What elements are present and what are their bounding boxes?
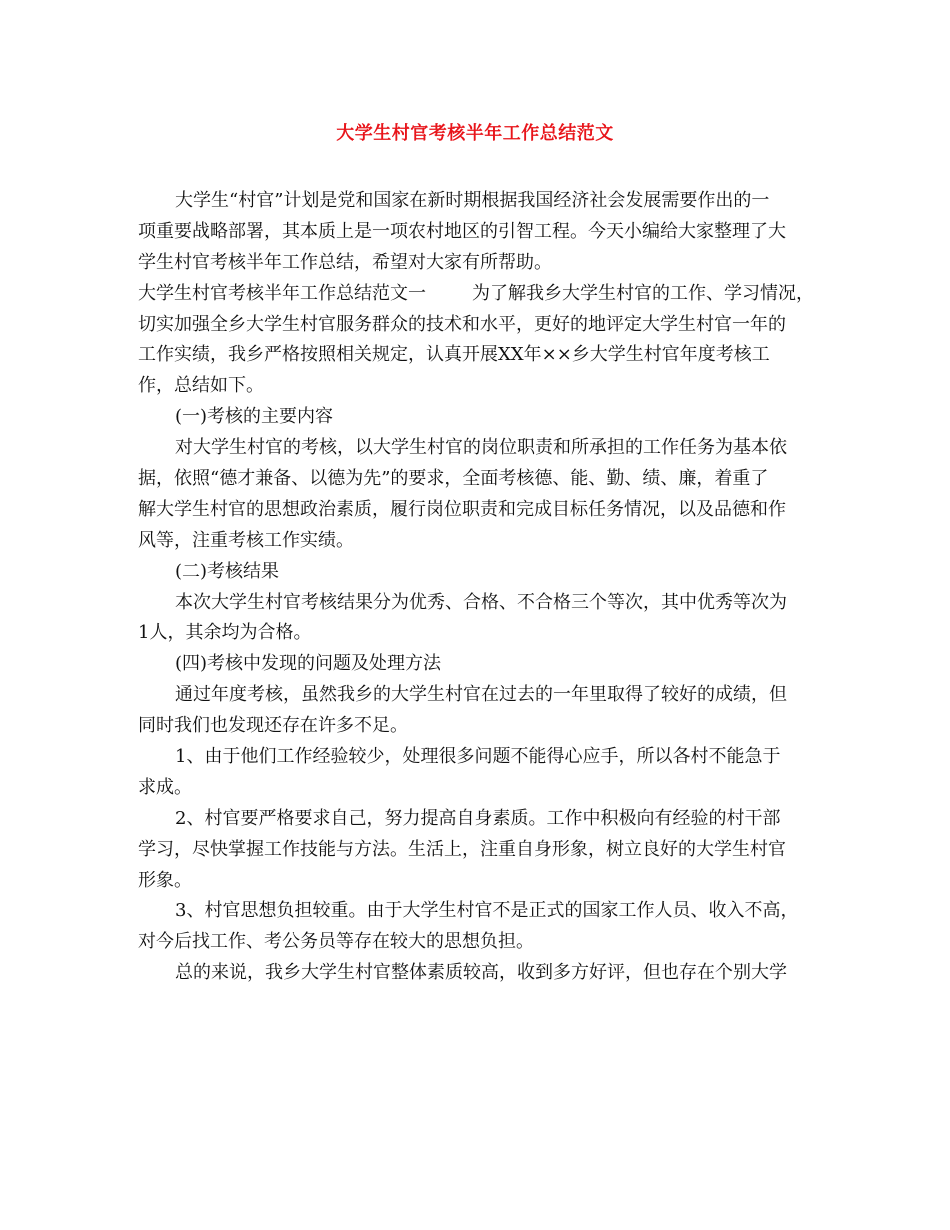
text-line-content: 1人，其余均为合格。 bbox=[138, 622, 312, 644]
text-line bbox=[138, 773, 828, 804]
document-title: 大学生村官考核半年工作总结范文 bbox=[336, 123, 614, 144]
text-line bbox=[138, 618, 828, 649]
text-line-content: 形象。 bbox=[138, 869, 192, 891]
text-line-content: 大学生“村官”计划是党和国家在新时期根据我国经济社会发展需要作出的一 bbox=[175, 190, 770, 211]
text-line-content: 大学生村官考核半年工作总结范文一 bbox=[138, 282, 426, 304]
text-line-content: 风等，注重考核工作实绩。 bbox=[138, 529, 354, 551]
text-line bbox=[138, 340, 828, 371]
text-line bbox=[138, 186, 828, 217]
text-line-content: 3、村官思想负担较重。由于大学生村官不是正式的国家工作人员、收入不高， bbox=[175, 900, 799, 922]
text-line-content: 同时我们也发现还存在许多不足。 bbox=[138, 715, 408, 737]
text-line bbox=[138, 649, 828, 680]
text-line bbox=[138, 433, 828, 464]
text-line-content: 总的来说，我乡大学生村官整体素质较高，收到多方好评，但也存在个别大学 bbox=[175, 962, 787, 984]
text-line bbox=[138, 711, 828, 742]
text-line bbox=[138, 402, 828, 433]
text-line bbox=[138, 804, 828, 835]
text-line-content: (一)考核的主要内容 bbox=[175, 406, 334, 428]
text-line-content: 工作实绩，我乡严格按照相关规定，认真开展XX年××乡大学生村官年度考核工 bbox=[138, 344, 770, 366]
text-line-content: 切实加强全乡大学生村官服务群众的技术和水平，更好的地评定大学生村官一年的 bbox=[138, 313, 786, 335]
text-line bbox=[138, 526, 828, 557]
text-line-content: 对大学生村官的考核，以大学生村官的岗位职责和所承担的工作任务为基本依 bbox=[175, 437, 787, 459]
text-line-content: (四)考核中发现的问题及处理方法 bbox=[175, 653, 442, 675]
text-line-content: 学习，尽快掌握工作技能与方法。生活上，注重自身形象，树立良好的大学生村官 bbox=[138, 838, 786, 860]
text-line-content: 作，总结如下。 bbox=[138, 375, 264, 397]
text-line bbox=[138, 896, 828, 927]
text-line-content: 求成。 bbox=[138, 776, 192, 798]
text-line-content: 通过年度考核，虽然我乡的大学生村官在过去的一年里取得了较好的成绩，但 bbox=[175, 684, 787, 706]
text-line-continuation: 为了解我乡大学生村官的工作、学习情况， bbox=[472, 282, 814, 304]
text-line-content: 据，依照“德才兼备、以德为先”的要求，全面考核德、能、勤、绩、廉，着重了 bbox=[138, 468, 769, 490]
text-line bbox=[138, 835, 828, 866]
text-line-content: 1、由于他们工作经验较少，处理很多问题不能得心应手，所以各村不能急于 bbox=[175, 746, 781, 768]
text-line bbox=[138, 248, 828, 279]
text-line-content: 2、村官要严格要求自己，努力提高自身素质。工作中积极向有经验的村干部 bbox=[175, 807, 781, 829]
text-line bbox=[138, 464, 828, 495]
text-line-content: (二)考核结果 bbox=[175, 560, 280, 582]
text-line bbox=[138, 279, 828, 310]
text-line bbox=[138, 217, 828, 248]
document-body bbox=[138, 186, 828, 989]
text-line bbox=[138, 588, 828, 619]
text-line bbox=[138, 742, 828, 773]
text-line bbox=[138, 371, 828, 402]
text-line bbox=[138, 557, 828, 588]
text-line bbox=[138, 927, 828, 958]
text-line-content: 学生村官考核半年工作总结，希望对大家有所帮助。 bbox=[138, 251, 552, 273]
text-line-content: 项重要战略部署，其本质上是一项农村地区的引智工程。今天小编给大家整理了大 bbox=[138, 220, 786, 242]
text-line bbox=[138, 958, 828, 989]
text-line bbox=[138, 680, 828, 711]
text-line-content: 对今后找工作、考公务员等存在较大的思想负担。 bbox=[138, 931, 534, 953]
text-line-content: 解大学生村官的思想政治素质，履行岗位职责和完成目标任务情况，以及品德和作 bbox=[138, 498, 786, 520]
text-line-content: 本次大学生村官考核结果分为优秀、合格、不合格三个等次，其中优秀等次为 bbox=[175, 591, 787, 613]
text-line bbox=[138, 310, 828, 341]
text-line bbox=[138, 866, 828, 897]
text-line bbox=[138, 495, 828, 526]
